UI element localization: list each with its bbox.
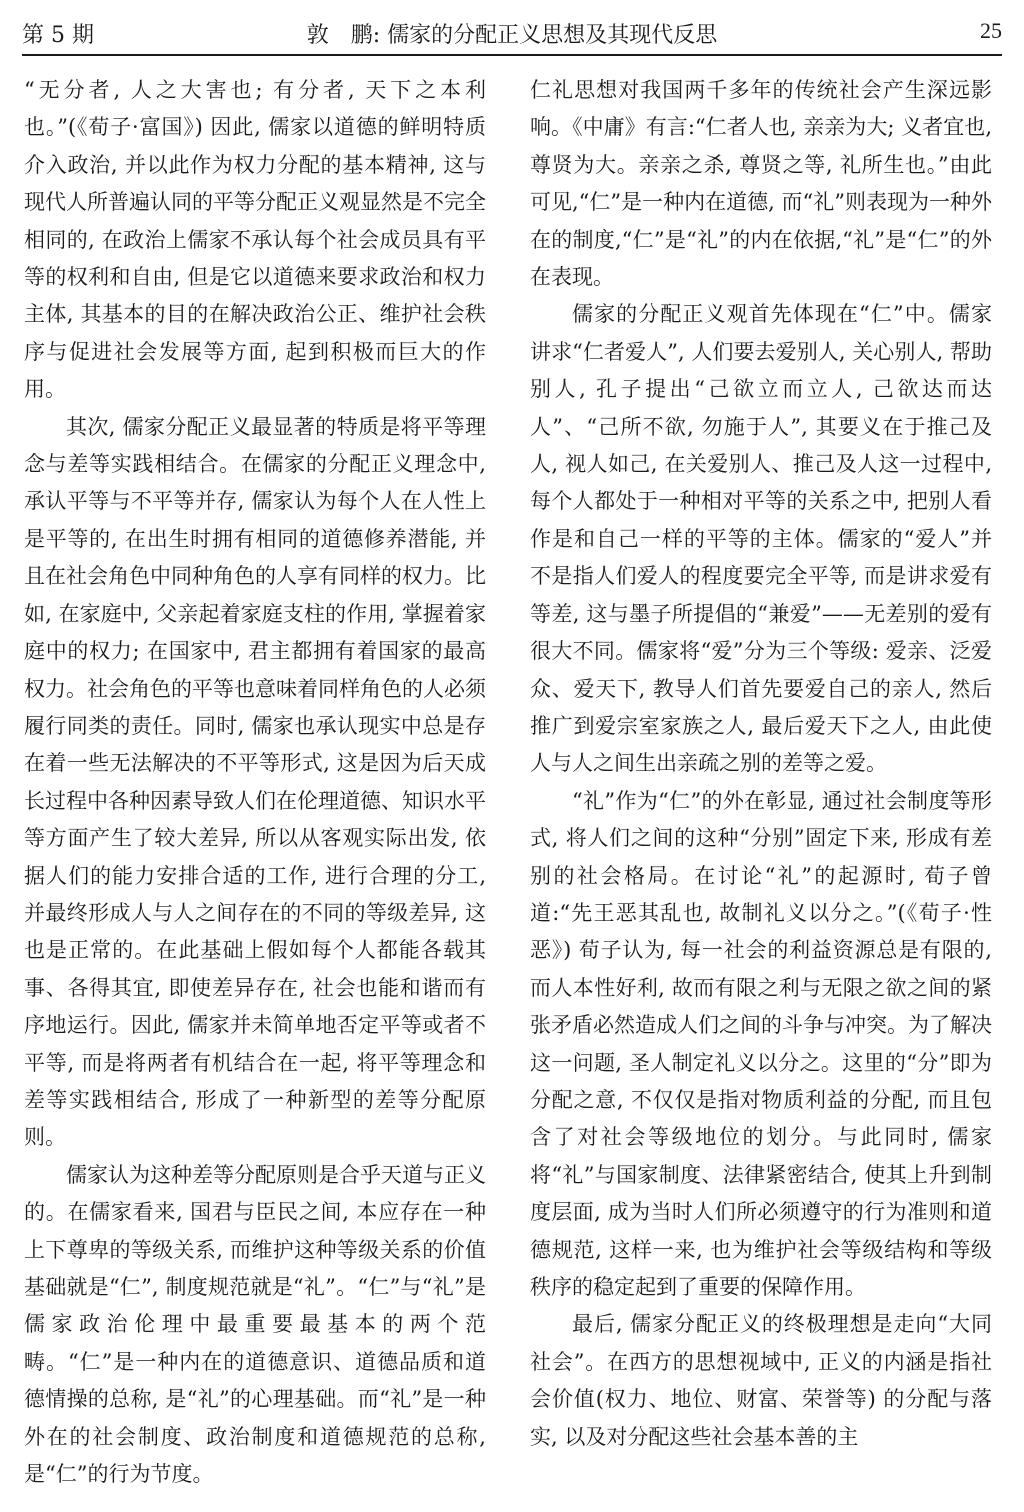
left-column [24, 72, 486, 1502]
page-number: 25 [980, 18, 1002, 43]
paragraph: 儒家的分配正义观首先体现在“仁”中。儒家讲求“仁者爱人”, 人们要去爱别人, 关心别人, 帮助别人, 孔子提出“己欲立而立人, 己欲达而达人”、“己所不欲, 勿施于人”, 其要义在于推己及人, 视人如己, 在关爱别人、推己及人这一过程中, 每个人都处于一种相对平等的关系之中, 把别人看作是和自己一样的平等的主体。儒家的“爱人”并不是指人们爱人的程度要完全平等, 而是讲求爱有等差, 这与墨子所提倡的“兼爱”——无差别的爱有很大不同。儒家将“爱”分为三个等级: 爱亲、泛爱众、爱天下, 教导人们首先要爱自己的亲人, 然后推广到爱宗室家族之人, 最后爱天下之人, 由此使人与人之间生出亲疏之别的差等之爱。 [530, 302, 992, 776]
paragraph: “礼”作为“仁”的外在彰显, 通过社会制度等形式, 将人们之间的这种“分别”固定下来, 形成有差别的社会格局。在讨论“礼”的起源时, 荀子曾道:“先王恶其乱也, 故制礼义以分之。”(《荀子·性恶》) 荀子认为, 每一社会的利益资源总是有限的, 而人本性好利, 故而有限之利与无限之欲之间的紧张矛盾必然造成人们之间的斗争与冲突。为了解决这一问题, 圣人制定礼义以分之。这里的“分”即为分配之意, 不仅仅是指对物质利益的分配, 而且包含了对社会等级地位的划分。与此同时, 儒家将“礼”与国家制度、法律紧密结合, 使其上升到制度层面, 成为当时人们所必须遵守的行为准则和道德规范, 这样一来, 也为维护社会等级结构和等级秩序的稳定起到了重要的保障作用。 [530, 788, 992, 1299]
right-column [530, 72, 992, 1502]
running-title: 敦 鹏: 儒家的分配正义思想及其现代反思 [306, 23, 718, 48]
running-header [22, 14, 1002, 56]
paragraph: 最后, 儒家分配正义的终极理想是走向“大同社会”。在西方的思想视域中, 正义的内涵是指社会价值(权力、地位、财富、荣誉等) 的分配与落实, 以及对分配这些社会基本善的主 [530, 1312, 992, 1449]
issue-number: 第 5 期 [22, 23, 94, 48]
paragraph: “无分者, 人之大害也; 有分者, 天下之本利也。”(《荀子·富国》) 因此, 儒家以道德的鲜明特质介入政治, 并以此作为权力分配的基本精神, 这与现代人所普遍认同的平等分配正义观显然是不完全相同的, 在政治上儒家不承认每个社会成员具有平等的权利和自由, 但是它以道德来要求政治和权力主体, 其基本的目的在解决政治公正、维护社会秩序与促进社会发展等方面, 起到积极而巨大的作用。 [24, 78, 486, 402]
paragraph: 儒家认为这种差等分配原则是合乎天道与正义的。在儒家看来, 国君与臣民之间, 本应存在一种上下尊卑的等级关系, 而维护这种等级关系的价值基础就是“仁”, 制度规范就是“礼”。“仁”与“礼”是儒家政治伦理中最重要最基本的两个范畴。“仁”是一种内在的道德意识、道德品质和道德情操的总称, 是“礼”的心理基础。而“礼”是一种外在的社会制度、政治制度和道德规范的总称, 是“仁”的行为节度。 [24, 1162, 486, 1487]
paragraph: 仁礼思想对我国两千多年的传统社会产生深远影响。《中庸》有言:“仁者人也, 亲亲为大; 义者宜也, 尊贤为大。亲亲之杀, 尊贤之等, 礼所生也。”由此可见,“仁”是一种内在道德, 而“礼”则表现为一种外在的制度,“仁”是“礼”的内在依据,“礼”是“仁”的外在表现。 [530, 78, 992, 290]
paragraph: 其次, 儒家分配正义最显著的特质是将平等理念与差等实践相结合。在儒家的分配正义理念中, 承认平等与不平等并存, 儒家认为每个人在人性上是平等的, 在出生时拥有相同的道德修养潜能, 并且在社会角色中同种角色的人享有同样的权力。比如, 在家庭中, 父亲起着家庭支柱的作用, 掌握着家庭中的权力; 在国家中, 君主都拥有着国家的最高权力。社会角色的平等也意味着同样角色的人必须履行同类的责任。同时, 儒家也承认现实中总是存在着一些无法解决的不平等形式, 这是因为后天成长过程中各种因素导致人们在伦理道德、知识水平等方面产生了较大差异, 所以从客观实际出发, 依据人们的能力安排合适的工作, 进行合理的分工, 并最终形成人与人之间存在的不同的等级差异, 这也是正常的。在此基础上假如每个人都能各载其事、各得其宜, 即使差异存在, 社会也能和谐而有序地运行。因此, 儒家并未简单地否定平等或者不平等, 而是将两者有机结合在一起, 将平等理念和差等实践相结合, 形成了一种新型的差等分配原则。 [24, 414, 486, 1150]
